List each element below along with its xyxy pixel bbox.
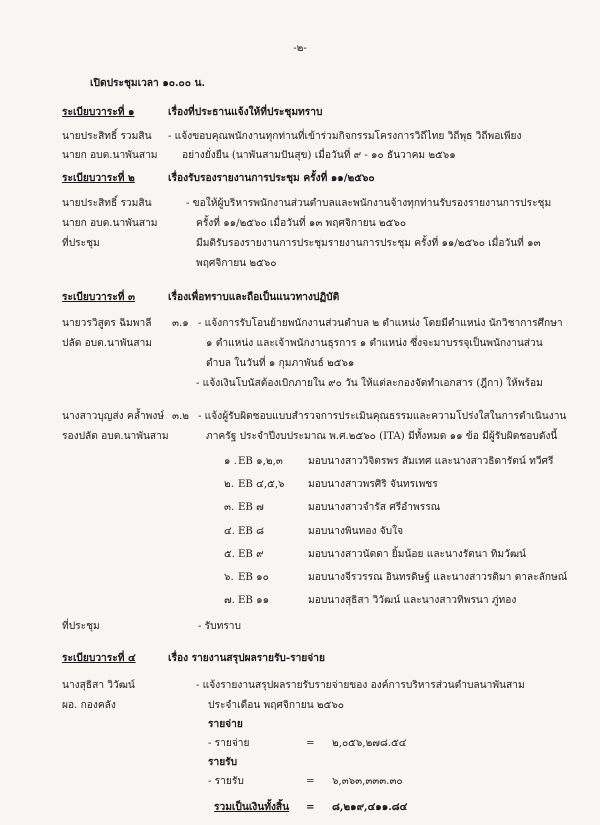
eb-item-code: EB ๗ bbox=[238, 502, 264, 513]
eb-item-code: EB ๑๐ bbox=[238, 572, 269, 583]
eb-item-number: ๒. bbox=[224, 479, 234, 490]
eb-item-code: EB ๙ bbox=[238, 549, 264, 560]
income-equals: = bbox=[306, 776, 315, 787]
income-value: ๖,๓๖๓,๓๓๓.๓๐ bbox=[332, 776, 403, 787]
agenda2-line-3: มีมติรับรองรายงานการประชุมรายงานการประชุม ครั้งที่ ๑๑/๒๕๖๐ เมื่อวันที่ ๑๓ bbox=[196, 238, 541, 249]
agenda2-subject: เรื่องรับรองรายงานการประชุม ครั้งที่ ๑๑/๒๕๖๐ bbox=[168, 172, 375, 184]
agenda2-line-2: ครั้งที่ ๑๑/๒๕๖๐ เมื่อวันที่ ๑๓ พฤศจิกายน ๒๕๖๐ bbox=[196, 218, 407, 229]
agenda3-speaker-position: ปลัด อบต.นาพันสาม bbox=[62, 338, 153, 349]
agenda2-meeting: ที่ประชุม bbox=[62, 238, 100, 249]
eb-item-assignee: มอบนางพินทอง จับใจ bbox=[308, 526, 404, 537]
agenda1-speaker-name: นายประสิทธิ์ รวมสิน bbox=[62, 131, 152, 142]
item-3-1-line-4: - แจ้งเงินโบนัสต้องเบิกภายใน ๙๐ วัน ให้แต่ละกองจัดทำเอกสาร (ฎีกา) ให้พร้อม bbox=[196, 378, 543, 389]
eb-item-number: ๖. bbox=[224, 572, 234, 583]
agenda3-resolution: - รับทราบ bbox=[198, 621, 241, 632]
agenda4-speaker-name: นางสุธิสา วิวัฒน์ bbox=[62, 680, 135, 691]
total-equals: = bbox=[306, 801, 315, 813]
expense-value: ๒,๐๕๖,๒๗๘.๕๔ bbox=[332, 738, 407, 749]
eb-item-number: ๑ . bbox=[224, 456, 237, 467]
agenda2-line-1: - ขอให้ผู้บริหารพนักงานส่วนตำบลและพนักงานจ้างทุกท่านรับรองรายงานการประชุม bbox=[186, 198, 552, 209]
eb-item-code: EB ๑๑ bbox=[238, 595, 270, 606]
eb-item-number: ๔. bbox=[224, 526, 235, 537]
agenda4-subject: เรื่อง รายงานสรุปผลรายรับ-รายจ่าย bbox=[168, 652, 325, 664]
item-3-1-line-2: ๑ ตำแหน่ง และเจ้าพนักงานธุรการ ๑ ตำแหน่ง ซึ่งจะมาบรรจุเป็นพนักงานส่วน bbox=[206, 338, 543, 349]
eb-item-assignee: มอบนางสาววิจิตรพร สัมเทศ และนางสาวธิดารัตน์ ทวีศรี bbox=[308, 456, 554, 467]
eb-item-code: EB ๘ bbox=[238, 526, 265, 537]
item-3-2-line-2: ภาครัฐ ประจำปีงบประมาณ พ.ศ.๒๕๖๐ (ITA) มีทั้งหมด ๑๑ ข้อ มีผู้รับผิดชอบดังนี้ bbox=[206, 431, 558, 442]
expense-label: - รายจ่าย bbox=[208, 738, 250, 749]
expense-equals: = bbox=[306, 738, 315, 749]
agenda2-speaker-name: นายประสิทธิ์ รวมสิน bbox=[62, 198, 152, 209]
total-label: รวมเป็นเงินทั้งสิ้น bbox=[214, 801, 290, 813]
agenda1-title: ระเบียบวาระที่ ๑ bbox=[62, 106, 135, 118]
eb-item-number: ๓. bbox=[224, 502, 235, 513]
agenda4-speaker-position: ผอ. กองคลัง bbox=[62, 700, 116, 711]
agenda2-title: ระเบียบวาระที่ ๒ bbox=[62, 172, 135, 184]
agenda4-title: ระเบียบวาระที่ ๔ bbox=[62, 652, 136, 664]
expense-heading: รายจ่าย bbox=[208, 718, 243, 730]
total-value: ๘,๒๑๙,๔๑๑.๘๔ bbox=[332, 801, 408, 813]
agenda3-meeting: ที่ประชุม bbox=[62, 621, 100, 632]
item-3-1-line-3: ตำบล ในวันที่ ๑ กุมภาพันธ์ ๒๕๖๑ bbox=[206, 358, 355, 369]
eb-item-assignee: มอบนางสาวนัดดา ยิ้มน้อย และนางรัตนา ทิมวัฒน์ bbox=[308, 549, 527, 560]
agenda3-speaker2-name: นางสาวบุญส่ง คล้ำพงษ์ bbox=[62, 411, 165, 422]
eb-item-number: ๕. bbox=[224, 549, 235, 560]
eb-item-assignee: มอบนางสาวจำรัส ศรีอำพรรณ bbox=[308, 502, 441, 513]
eb-item-assignee: มอบนางสาวพรศิริ จันทรเพชร bbox=[308, 479, 438, 490]
agenda1-speaker-position: นายก อบต.นาพันสาม bbox=[62, 150, 158, 161]
eb-item-code: EB ๑,๒,๓ bbox=[238, 456, 283, 467]
opening-time: เปิดประชุมเวลา ๑๐.๐๐ น. bbox=[90, 77, 206, 89]
agenda3-speaker-name: นายวรวิสูตร ฉิมพาลี bbox=[62, 318, 152, 329]
agenda3-speaker2-position: รองปลัด อบต.นาพันสาม bbox=[62, 431, 169, 442]
eb-item-assignee: มอบนางจีรวรรณ อินทรดิษฐ์ และนางสาวรติมา ตาละลักษณ์ bbox=[308, 572, 568, 583]
income-label: - รายรับ bbox=[208, 776, 244, 787]
agenda1-subject: เรื่องที่ประธานแจ้งให้ที่ประชุมทราบ bbox=[168, 106, 323, 118]
eb-item-number: ๗. bbox=[224, 595, 235, 606]
eb-item-code: EB ๔,๕,๖ bbox=[238, 479, 285, 490]
page-number: -๒- bbox=[293, 43, 307, 54]
item-3-2-number: ๓.๒ bbox=[172, 411, 189, 422]
agenda4-line-1: - แจ้งรายงานสรุปผลรายรับรายจ่ายของ องค์การบริหารส่วนตำบลนาพันสาม bbox=[196, 680, 525, 691]
agenda1-line-2: อย่างยั่งยืน (นาพันสามปันสุข) เมื่อวันที่ ๙ - ๑๐ ธันวาคม ๒๕๖๑ bbox=[182, 150, 456, 161]
agenda4-line-2: ประจำเดือน พฤศจิกายน ๒๕๖๐ bbox=[208, 700, 345, 711]
item-3-1-line-1: - แจ้งการรับโอนย้ายพนักงานส่วนตำบล ๒ ตำแหน่ง โดยมีตำแหน่ง นักวิชาการศึกษา bbox=[198, 318, 563, 329]
item-3-1-number: ๓.๑ bbox=[172, 318, 189, 329]
agenda1-line-1: - แจ้งขอบคุณพนักงานทุกท่านที่เข้าร่วมกิจกรรมโครงการวิถีไทย วิถีพุธ วิถีพอเพียง bbox=[168, 131, 522, 142]
agenda3-subject: เรื่องเพื่อทราบและถือเป็นแนวทางปฏิบัติ bbox=[168, 291, 340, 303]
eb-item-assignee: มอบนางสุธิสา วิวัฒน์ และนางสาวทิพรนา ภู่ทอง bbox=[308, 595, 517, 606]
agenda3-title: ระเบียบวาระที่ ๓ bbox=[62, 291, 135, 303]
agenda2-line-4: พฤศจิกายน ๒๕๖๐ bbox=[196, 258, 277, 269]
income-heading: รายรับ bbox=[208, 756, 238, 768]
item-3-2-line-1: - แจ้งผู้รับผิดชอบแบบสำรวจการประเมินคุณธรรมและความโปร่งใสในการดำเนินงาน bbox=[198, 411, 567, 422]
agenda2-speaker-position: นายก อบต.นาพันสาม bbox=[62, 218, 158, 229]
